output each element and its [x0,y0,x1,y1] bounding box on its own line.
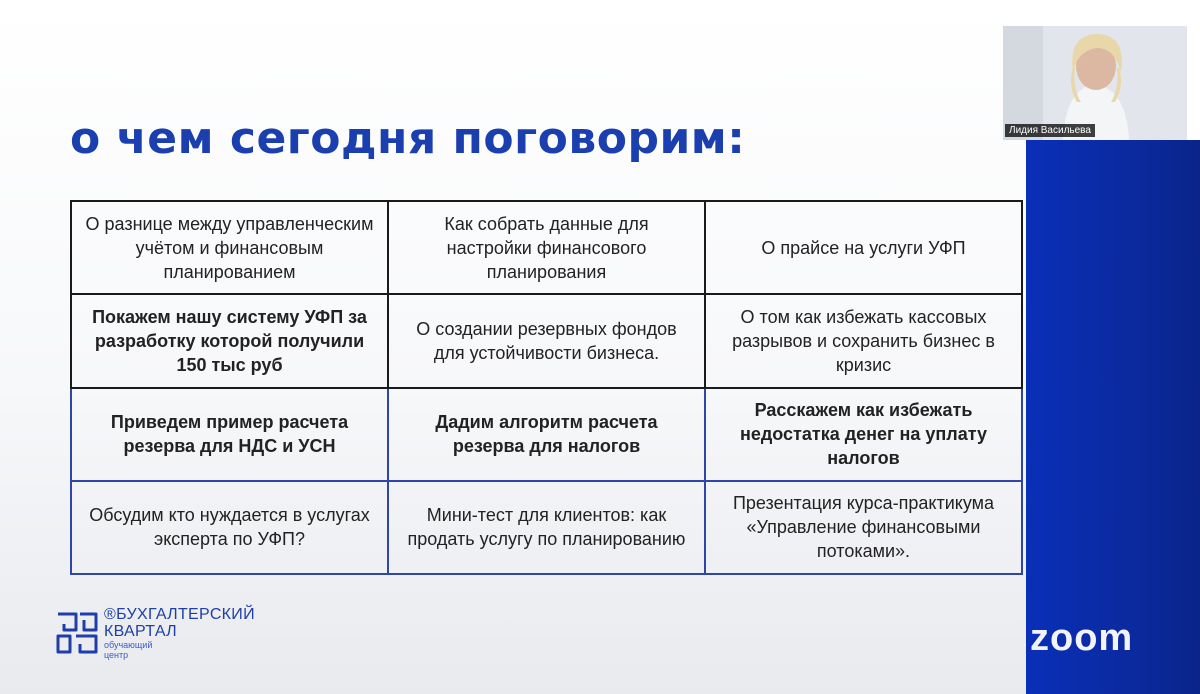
table-cell-highlight: Приведем пример расчета резерва для НДС и УСН [71,388,388,481]
table-cell: Дадим алгоритм расчета резерва для налогов [388,388,705,481]
table-row [71,481,1022,574]
table-cell: Обсудим кто нуждается в услугах эксперта по УФП? [71,481,388,574]
participant-video[interactable] [1003,26,1187,140]
table-row [71,388,1022,481]
zoom-watermark: zoom [1030,617,1134,659]
table-cell: О том как избежать кассовых разрывов и сохранить бизнес в кризис [705,294,1022,387]
table-cell: О разнице между управленческим учётом и финансовым планированием [71,201,388,294]
slide-title: о чем сегодня поговорим: [70,113,746,164]
table-cell: Как собрать данные для настройки финансового планирования [388,201,705,294]
table-cell: О прайсе на услуги УФП [705,201,1022,294]
speaker-silhouette-icon [1003,26,1187,140]
logo-mark-icon [54,608,100,658]
logo-line-3a: обучающий [104,640,153,650]
participant-name-label: Лидия Васильева [1005,124,1095,137]
registered-mark: ® [104,606,117,623]
table-row [71,294,1022,387]
blue-side-panel [1026,140,1200,694]
table-cell: Расскажем как избежать недостатка денег на уплату налогов [705,388,1022,481]
company-logo [54,606,255,660]
table-cell: Покажем нашу систему УФП за разработку которой получили 150 тыс руб [71,294,388,387]
table-cell: Мини-тест для клиентов: как продать услугу по планированию [388,481,705,574]
table-row [71,201,1022,294]
table-cell: О создании резервных фондов для устойчивости бизнеса. [388,294,705,387]
logo-line-1: БУХГАЛТЕРСКИЙ [116,606,255,623]
logo-line-2: КВАРТАЛ [104,623,177,640]
logo-line-3b: центр [104,650,129,660]
topics-table [70,200,1023,575]
table-cell: Презентация курса-практикума «Управление финансовыми потоками». [705,481,1022,574]
